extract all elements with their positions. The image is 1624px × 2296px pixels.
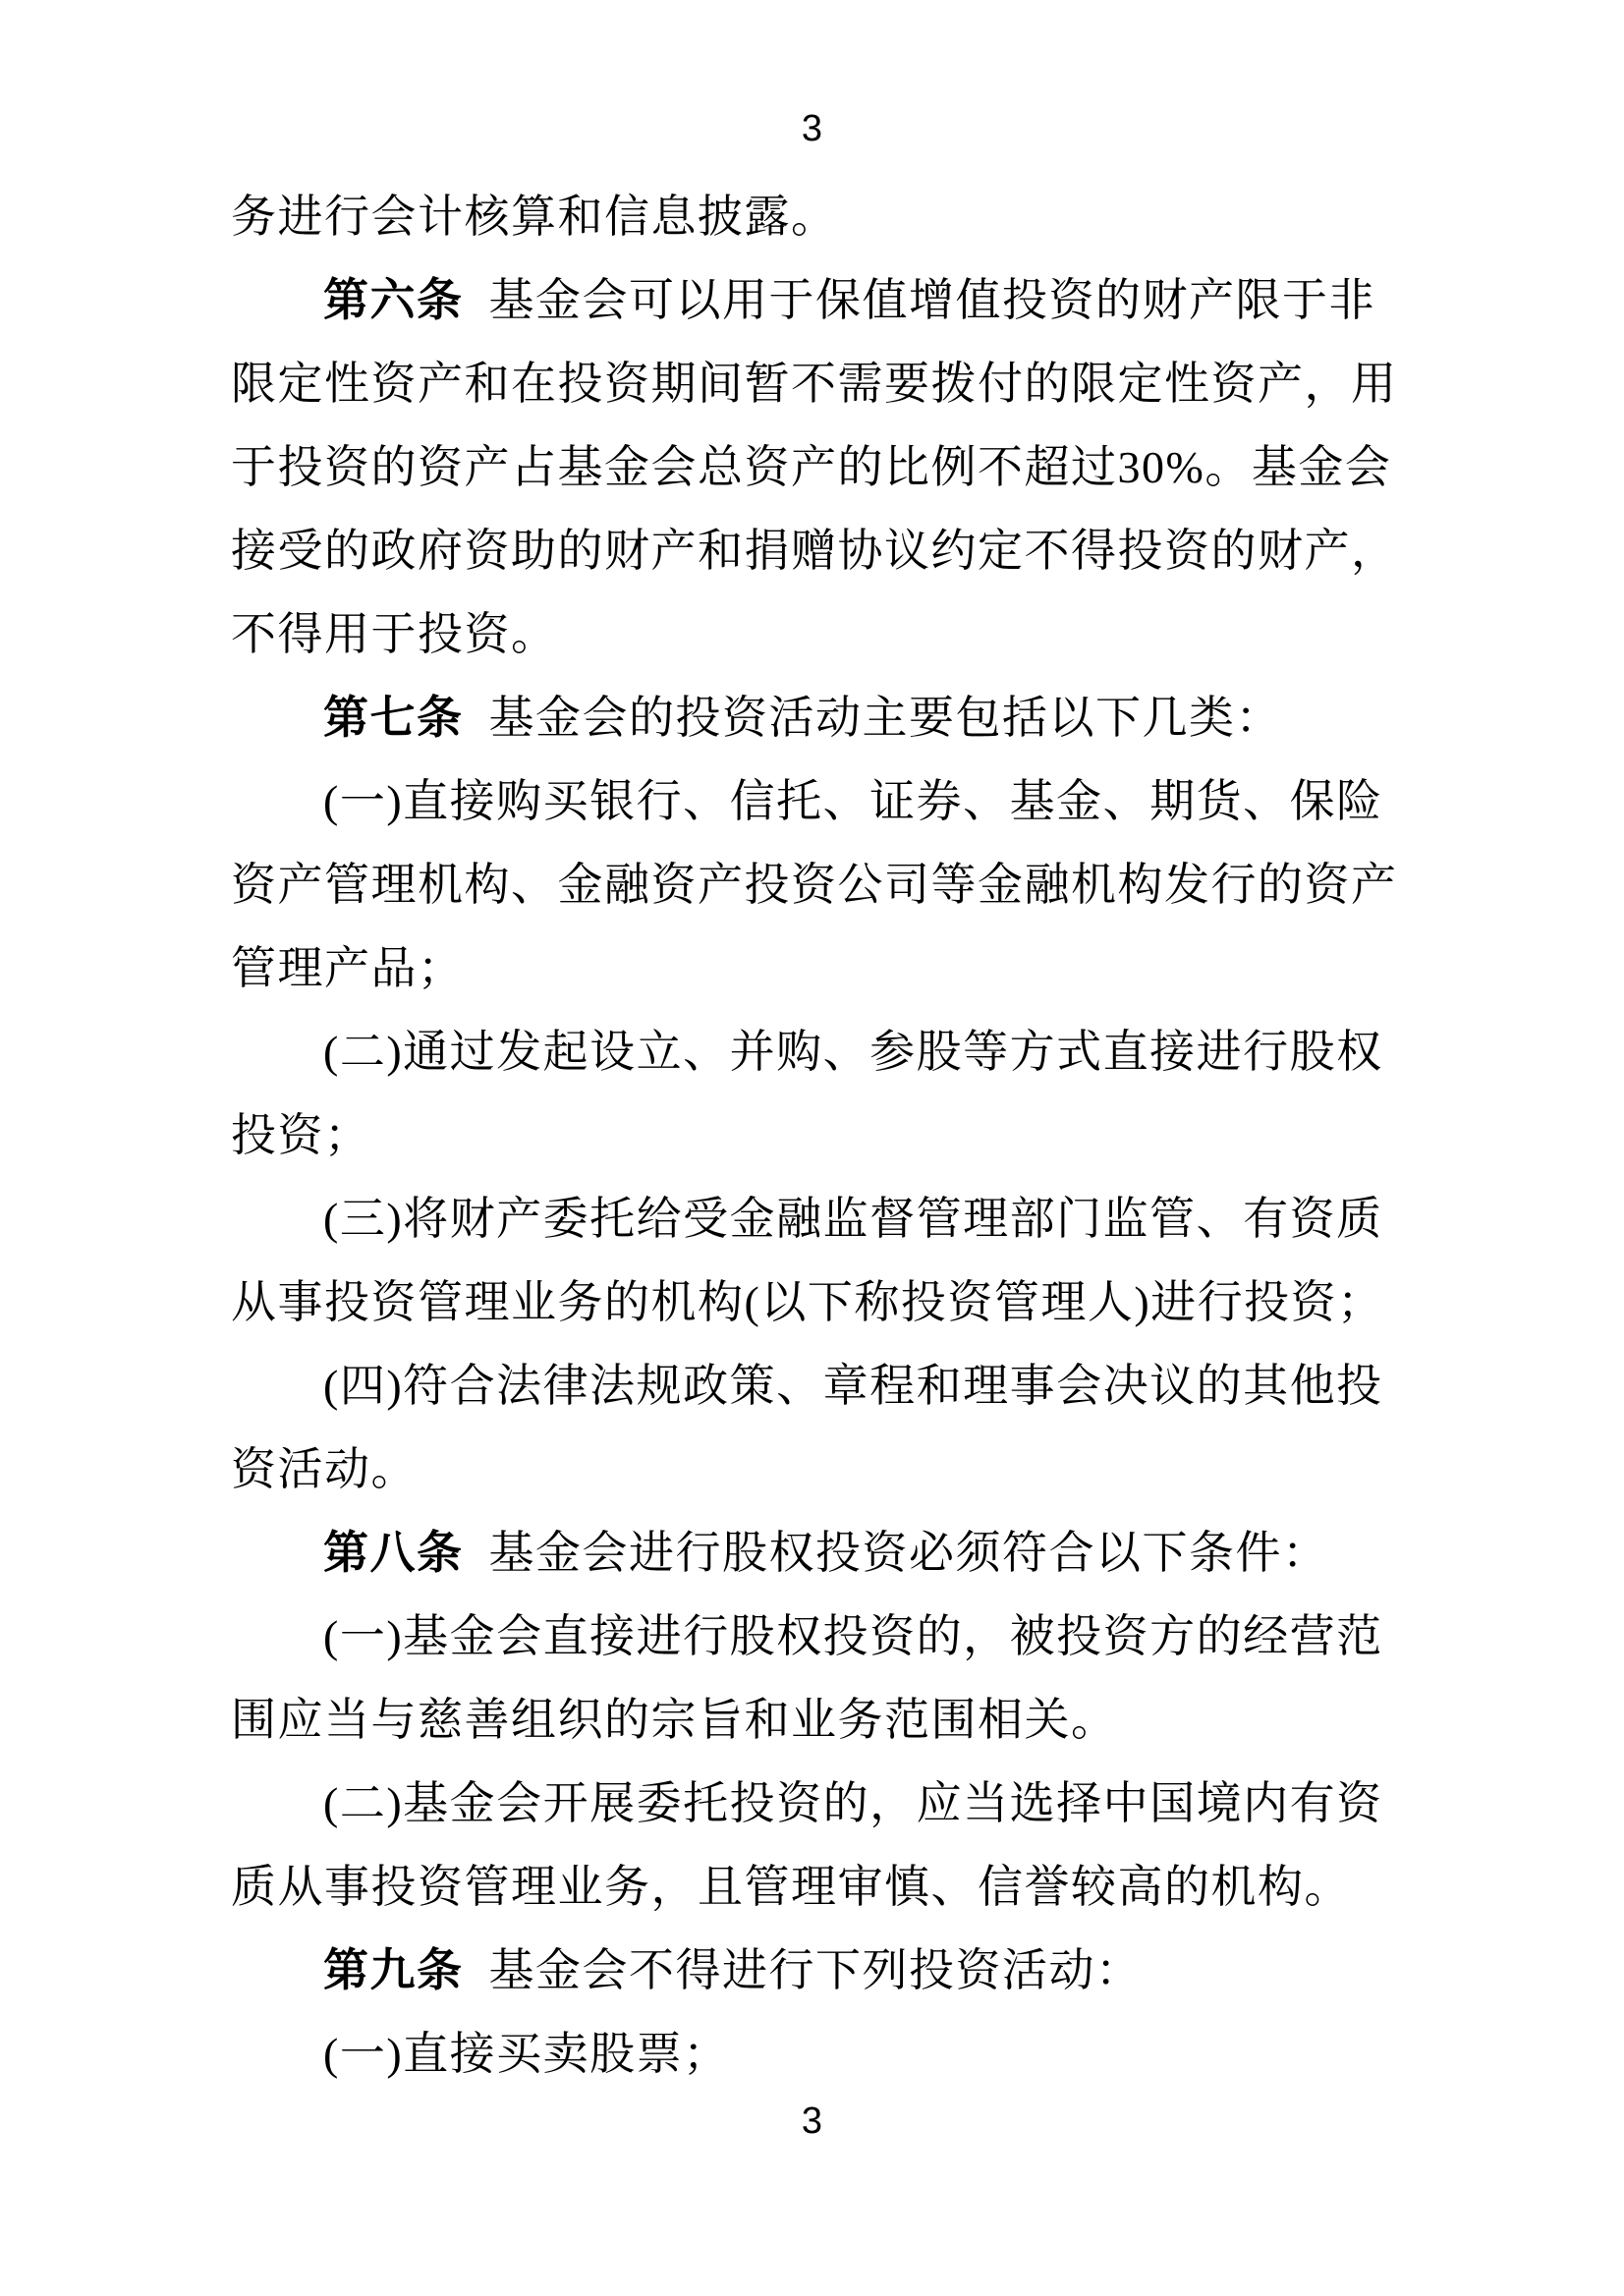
line-text: 接受的政府资助的财产和捐赠协议约定不得投资的财产，: [231, 526, 1398, 576]
text-line: [231, 592, 1406, 676]
line-text: (一)直接买卖股票；: [323, 2029, 730, 2079]
line-text: 投资；: [231, 1110, 371, 1160]
text-line: [231, 1093, 1406, 1177]
line-text: (一)基金会直接进行股权投资的，被投资方的经营范: [323, 1611, 1383, 1661]
text-line: [231, 1260, 1406, 1344]
line-text: (二)通过发起设立、并购、参股等方式直接进行股权: [323, 1027, 1383, 1077]
line-text: 质从事投资管理业务，且管理审慎、信誉较高的机构。: [231, 1862, 1351, 1912]
text-line: [231, 425, 1406, 509]
text-line: [231, 175, 1406, 258]
text-line: [231, 1010, 1406, 1093]
line-text: (三)将财产委托给受金融监督管理部门监管、有资质: [323, 1194, 1383, 1244]
line-text: 从事投资管理业务的机构(以下称投资管理人)进行投资；: [231, 1277, 1384, 1327]
article-number: 第八条: [323, 1528, 464, 1578]
text-line: [231, 2012, 1406, 2096]
text-line: [231, 1845, 1406, 1929]
line-text: 资活动。: [231, 1444, 418, 1494]
text-line: [231, 509, 1406, 592]
line-text: 基金会的投资活动主要包括以下几类：: [488, 693, 1282, 743]
text-line: [231, 1595, 1406, 1678]
page-number-bottom: 3: [801, 2100, 823, 2142]
text-line: [231, 926, 1406, 1010]
line-text: 基金会进行股权投资必须符合以下条件：: [488, 1528, 1329, 1578]
text-line: [231, 759, 1406, 843]
text-line: [231, 342, 1406, 425]
page-number-top: 3: [801, 108, 823, 149]
text-line: [231, 1344, 1406, 1428]
line-text: 于投资的资产占基金会总资产的比例不超过30%。基金会: [231, 442, 1392, 492]
text-line: [231, 1177, 1406, 1260]
line-text: (二)基金会开展委托投资的，应当选择中国境内有资: [323, 1778, 1383, 1828]
text-line: [231, 1929, 1406, 2012]
line-text: 基金会可以用于保值增值投资的财产限于非: [488, 275, 1375, 325]
line-text: (一)直接购买银行、信托、证券、基金、期货、保险: [323, 776, 1383, 826]
line-text: (四)符合法律法规政策、章程和理事会决议的其他投: [323, 1361, 1383, 1411]
text-line: [231, 843, 1406, 926]
line-text: 不得用于投资。: [231, 609, 558, 659]
text-line: [231, 1511, 1406, 1595]
article-number: 第九条: [323, 1945, 464, 1995]
article-number: 第七条: [323, 693, 464, 743]
text-line: [231, 1678, 1406, 1762]
line-text: 基金会不得进行下列投资活动：: [488, 1945, 1143, 1995]
line-text: 围应当与慈善组织的宗旨和业务范围相关。: [231, 1695, 1118, 1745]
line-text: 资产管理机构、金融资产投资公司等金融机构发行的资产: [231, 860, 1398, 910]
line-text: 管理产品；: [231, 943, 465, 993]
line-text: 务进行会计核算和信息披露。: [231, 192, 838, 242]
text-line: [231, 676, 1406, 759]
document-body: [231, 175, 1406, 2096]
text-line: [231, 1762, 1406, 1845]
line-text: 限定性资产和在投资期间暂不需要拨付的限定性资产，用: [231, 359, 1398, 409]
text-line: [231, 258, 1406, 342]
text-line: [231, 1428, 1406, 1511]
article-number: 第六条: [323, 275, 464, 325]
